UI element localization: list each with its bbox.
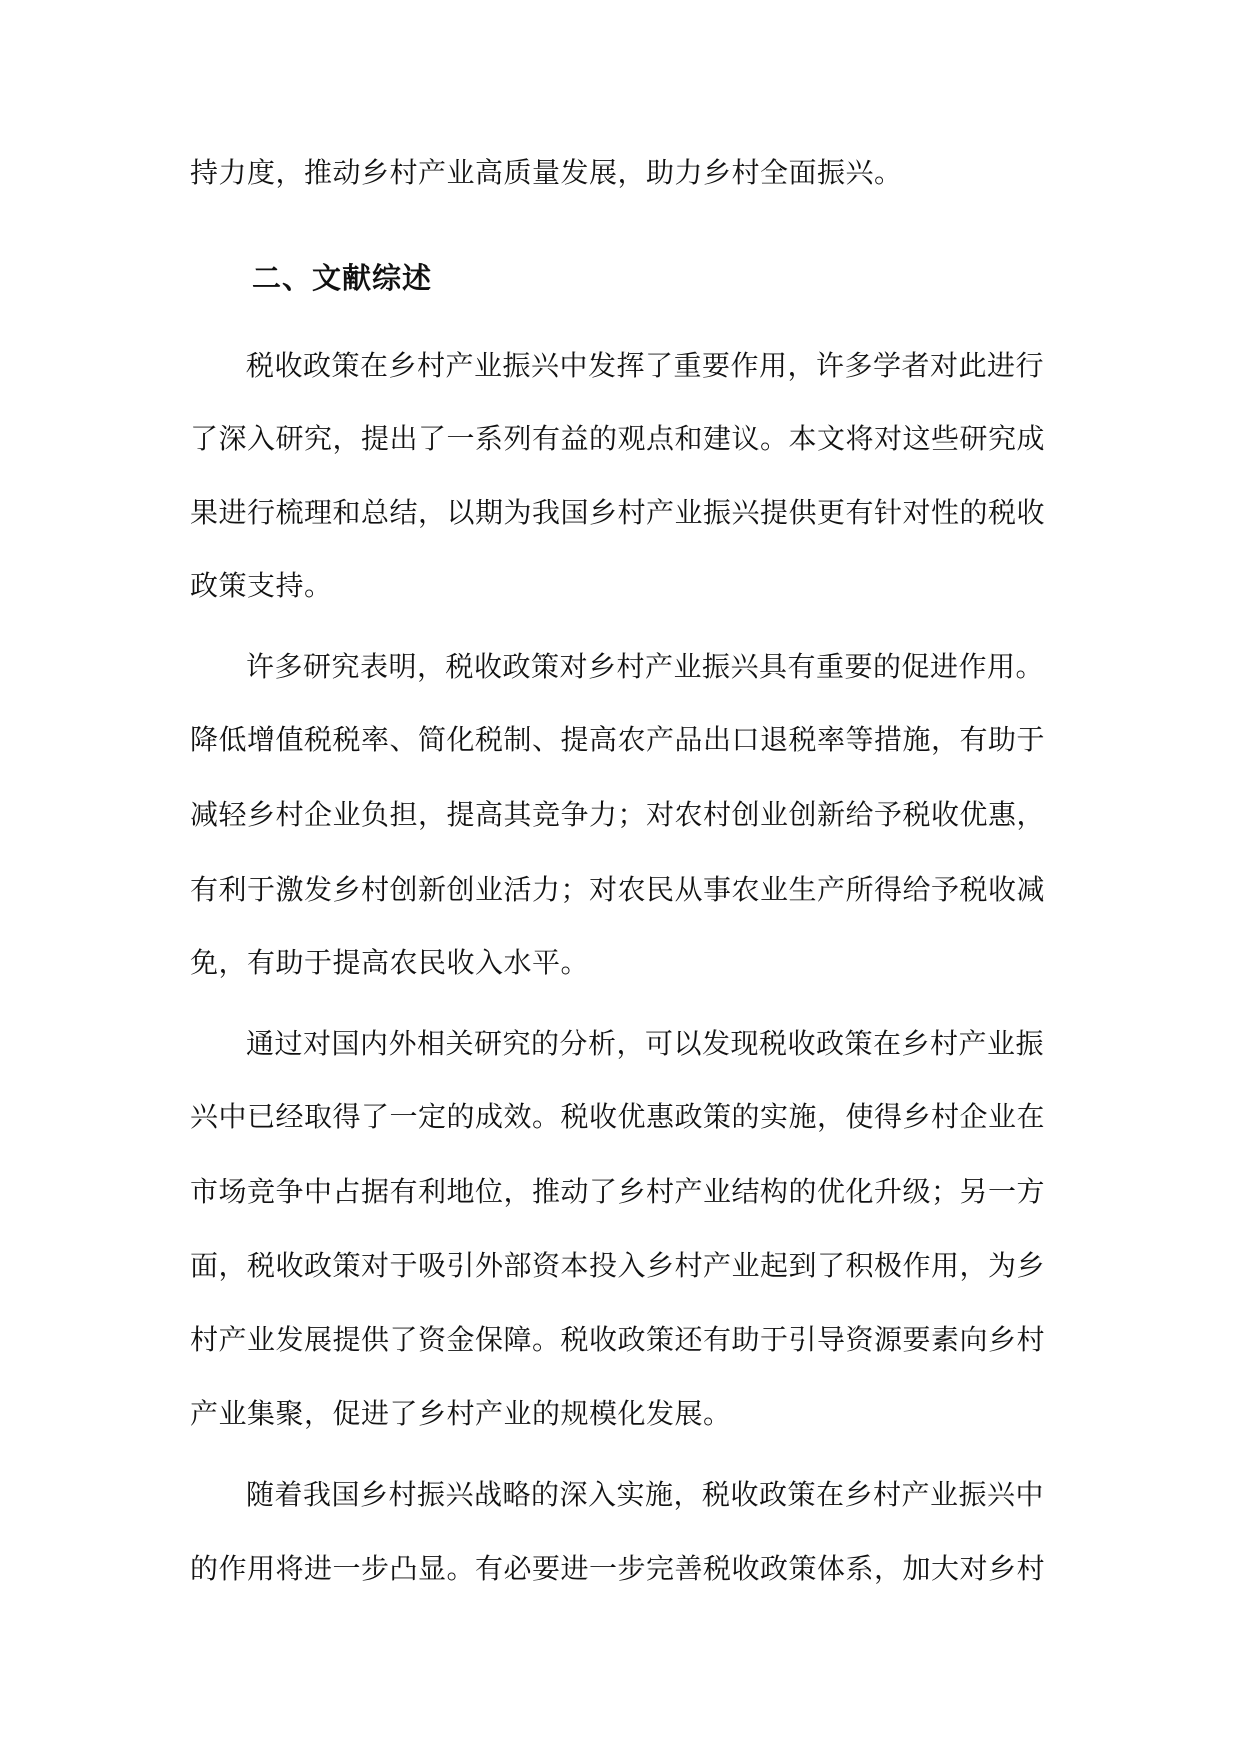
text-line-12: 兴中已经取得了一定的成效。税收优惠政策的实施，使得乡村企业在 [190,1100,1046,1133]
text-line-10: 免，有助于提高农民收入水平。 [190,946,590,979]
text-line-2: 税收政策在乡村产业振兴中发挥了重要作用，许多学者对此进行 [246,349,1045,382]
section-heading: 二、文献综述 [252,261,433,295]
text-line-6: 许多研究表明，税收政策对乡村产业振兴具有重要的促进作用。 [246,650,1045,683]
text-line-4: 果进行梳理和总结，以期为我国乡村产业振兴提供更有针对性的税收 [190,496,1046,529]
text-line-1: 持力度，推动乡村产业高质量发展，助力乡村全面振兴。 [190,156,903,189]
text-line-15: 村产业发展提供了资金保障。税收政策还有助于引导资源要素向乡村 [190,1323,1046,1356]
text-line-17: 随着我国乡村振兴战略的深入实施，税收政策在乡村产业振兴中 [246,1478,1045,1511]
text-line-11: 通过对国内外相关研究的分析，可以发现税收政策在乡村产业振 [246,1027,1045,1060]
text-line-5: 政策支持。 [190,569,333,602]
text-line-3: 了深入研究，提出了一系列有益的观点和建议。本文将对这些研究成 [190,422,1046,455]
text-line-14: 面，税收政策对于吸引外部资本投入乡村产业起到了积极作用，为乡 [190,1249,1046,1282]
text-line-13: 市场竞争中占据有利地位，推动了乡村产业结构的优化升级；另一方 [190,1175,1046,1208]
text-line-7: 降低增值税税率、简化税制、提高农产品出口退税率等措施，有助于 [190,723,1046,756]
text-line-18: 的作用将进一步凸显。有必要进一步完善税收政策体系，加大对乡村 [190,1552,1046,1585]
text-line-16: 产业集聚，促进了乡村产业的规模化发展。 [190,1397,732,1430]
text-line-9: 有利于激发乡村创新创业活力；对农民从事农业生产所得给予税收减 [190,873,1046,906]
text-line-8: 减轻乡村企业负担，提高其竞争力；对农村创业创新给予税收优惠， [190,798,1046,831]
